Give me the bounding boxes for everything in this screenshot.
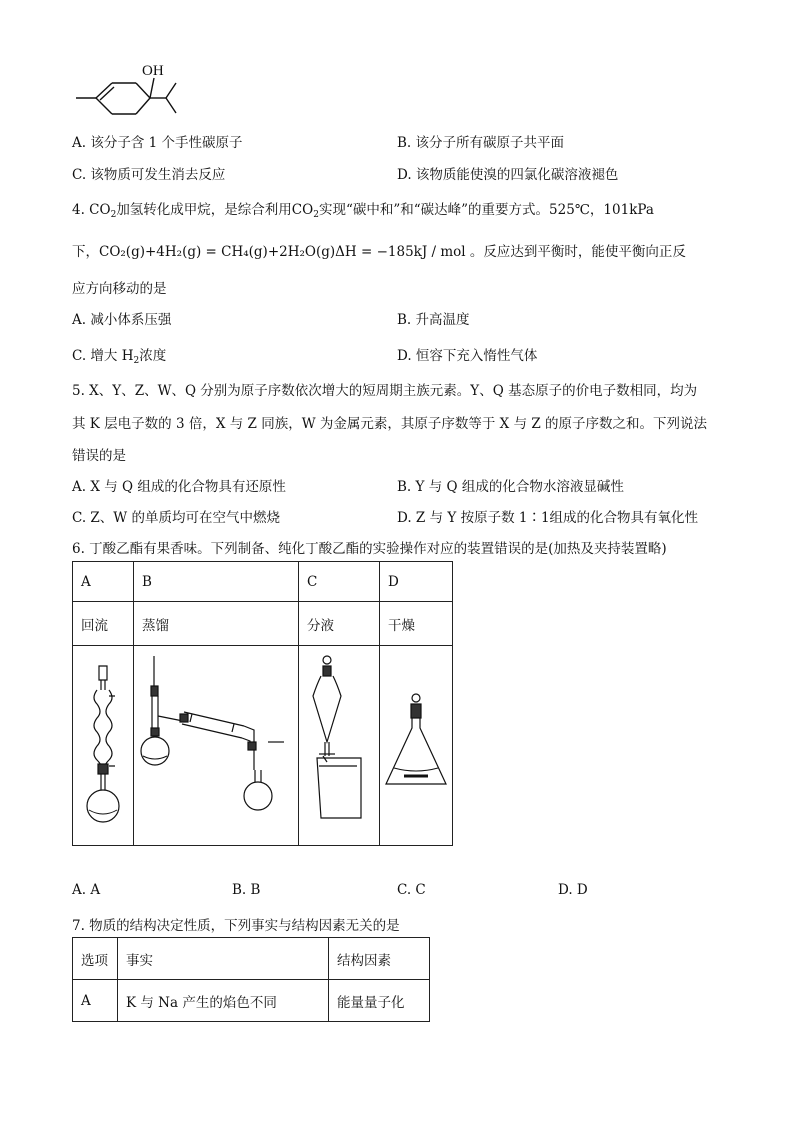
distillation-apparatus-image (134, 646, 298, 841)
q5-stem-line2: 其 K 层电子数的 3 倍，X 与 Z 同族，W 为金属元素，其原子序数等于 X 与 Z 的原子序数之和。下列说法 (72, 416, 708, 432)
q6-op-a: 回流 (73, 602, 134, 646)
q6-option-c: C. C (397, 882, 426, 898)
q7-row-a-fact: K 与 Na 产生的焰色不同 (118, 980, 329, 1022)
q5-stem-line1: 5. X、Y、Z、W、Q 分别为原子序数依次增大的短周期主族元素。Y、Q 基态原子的价电子数相同，均为 (72, 383, 698, 399)
q6-op-c: 分液 (299, 602, 380, 646)
oh-label: OH (142, 63, 164, 79)
q6-separation-cell (299, 646, 380, 846)
separatory-funnel-image (299, 646, 379, 841)
q5-stem-line3: 错误的是 (72, 448, 126, 464)
q6-op-b: 蒸馏 (134, 602, 299, 646)
q4-option-d: D. 恒容下充入惰性气体 (397, 348, 538, 364)
q6-header-a: A (73, 562, 134, 602)
q6-option-d: D. D (558, 882, 588, 898)
q6-header-d: D (380, 562, 453, 602)
q6-op-d: 干燥 (380, 602, 453, 646)
q4-option-b: B. 升高温度 (397, 312, 470, 328)
q5-option-d: D. Z 与 Y 按原子数 1∶1组成的化合物具有氧化性 (397, 510, 699, 526)
q3-option-a: A. 该分子含 1 个手性碳原子 (72, 135, 243, 151)
q6-drying-cell (380, 646, 453, 846)
q4-option-c: C. 增大 $H_2$浓度 (72, 348, 167, 366)
q6-stem: 6. 丁酸乙酯有果香味。下列制备、纯化丁酸乙酯的实验操作对应的装置错误的是(加热及夹持装置略) (72, 541, 667, 557)
q7-stem: 7. 物质的结构决定性质，下列事实与结构因素无关的是 (72, 918, 400, 934)
q4-stem-line1: 4. $CO_2$加氢转化成甲烷，是综合利用$CO_2$实现“碳中和”和“碳达峰”的重要方式。525℃，101kPa (72, 202, 654, 220)
q7-header-option: 选项 (73, 938, 118, 980)
terpineol-structure (70, 58, 200, 128)
q5-option-a: A. X 与 Q 组成的化合物具有还原性 (72, 479, 286, 495)
reflux-apparatus-image (73, 646, 133, 841)
q6-header-b: B (134, 562, 299, 602)
q3-option-b: B. 该分子所有碳原子共平面 (397, 135, 565, 151)
q6-header-c: C (299, 562, 380, 602)
q4-option-a: A. 减小体系压强 (72, 312, 172, 328)
q6-apparatus-table (72, 561, 453, 846)
q4-stem-line2: 下，CO₂(g)+4H₂(g) = CH₄(g)+2H₂O(g)ΔH = −185kJ / mol 。反应达到平衡时，能使平衡向正反 (72, 244, 686, 260)
q7-header-fact: 事实 (118, 938, 329, 980)
q5-option-b: B. Y 与 Q 组成的化合物水溶液显碱性 (397, 479, 624, 495)
q6-option-a: A. A (72, 882, 101, 898)
q6-reflux-cell (73, 646, 134, 846)
q3-option-c: C. 该物质可发生消去反应 (72, 167, 226, 183)
q6-option-b: B. B (232, 882, 261, 898)
q7-header-factor: 结构因素 (329, 938, 430, 980)
conical-flask-image (380, 646, 452, 841)
q6-distillation-cell (134, 646, 299, 846)
q4-stem-line3: 应方向移动的是 (72, 281, 167, 297)
q7-table (72, 937, 430, 1022)
q5-option-c: C. Z、W 的单质均可在空气中燃烧 (72, 510, 280, 526)
q7-row-a-factor: 能量量子化 (329, 980, 430, 1022)
q3-option-d: D. 该物质能使溴的四氯化碳溶液褪色 (397, 167, 619, 183)
q7-row-a-option: A (73, 980, 118, 1022)
